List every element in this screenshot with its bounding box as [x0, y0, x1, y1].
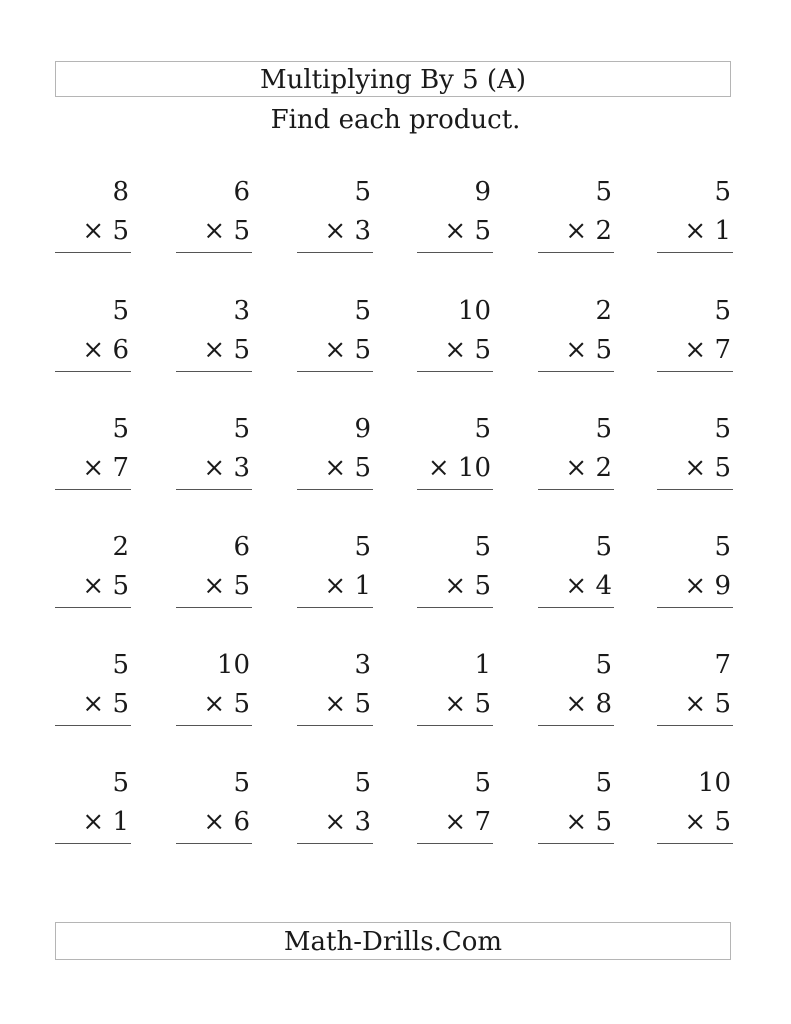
problem-item [417, 532, 493, 612]
problem-item [538, 296, 614, 376]
problem-multiplier: × 5 [203, 216, 250, 246]
problem-multiplicand: 5 [354, 177, 371, 207]
problem-item [176, 650, 252, 730]
answer-line [417, 725, 493, 726]
problem-multiplicand: 5 [354, 768, 371, 798]
problem-multiplier: × 7 [444, 807, 491, 837]
problem-item [657, 650, 733, 730]
answer-line [297, 607, 373, 608]
problem-multiplicand: 5 [714, 532, 731, 562]
answer-line [176, 489, 252, 490]
problem-multiplicand: 2 [112, 532, 129, 562]
problem-multiplicand: 5 [595, 414, 612, 444]
problem-multiplier: × 5 [684, 807, 731, 837]
problem-multiplicand: 5 [112, 768, 129, 798]
answer-line [176, 371, 252, 372]
problem-item [297, 532, 373, 612]
problem-multiplicand: 5 [233, 768, 250, 798]
answer-line [55, 489, 131, 490]
problem-multiplier: × 5 [565, 807, 612, 837]
answer-line [55, 843, 131, 844]
answer-line [297, 843, 373, 844]
answer-line [538, 607, 614, 608]
problem-multiplier: × 5 [82, 689, 129, 719]
problem-multiplier: × 7 [684, 335, 731, 365]
problem-multiplicand: 1 [474, 650, 491, 680]
problem-multiplier: × 1 [684, 216, 731, 246]
answer-line [657, 843, 733, 844]
problem-multiplier: × 3 [324, 216, 371, 246]
answer-line [176, 725, 252, 726]
problem-multiplier: × 5 [324, 453, 371, 483]
problem-multiplier: × 5 [444, 335, 491, 365]
problem-multiplier: × 5 [684, 689, 731, 719]
problem-multiplicand: 6 [233, 177, 250, 207]
problem-item [417, 768, 493, 848]
problem-multiplicand: 5 [595, 650, 612, 680]
answer-line [538, 489, 614, 490]
problem-multiplier: × 5 [684, 453, 731, 483]
problem-multiplier: × 10 [427, 453, 491, 483]
answer-line [55, 371, 131, 372]
problem-multiplicand: 5 [233, 414, 250, 444]
problem-multiplicand: 6 [233, 532, 250, 562]
problem-item [417, 177, 493, 257]
problem-multiplier: × 7 [82, 453, 129, 483]
problem-multiplicand: 5 [595, 177, 612, 207]
answer-line [176, 843, 252, 844]
answer-line [657, 371, 733, 372]
problem-multiplier: × 3 [324, 807, 371, 837]
problem-multiplicand: 9 [474, 177, 491, 207]
answer-line [176, 252, 252, 253]
answer-line [417, 489, 493, 490]
problem-multiplicand: 7 [714, 650, 731, 680]
problem-item [297, 296, 373, 376]
problem-item [176, 177, 252, 257]
problem-multiplier: × 5 [444, 689, 491, 719]
answer-line [538, 371, 614, 372]
problem-multiplicand: 5 [354, 532, 371, 562]
problem-item [176, 296, 252, 376]
problem-multiplicand: 3 [354, 650, 371, 680]
problem-multiplicand: 5 [595, 532, 612, 562]
problem-item [297, 650, 373, 730]
problem-item [657, 768, 733, 848]
problem-item [297, 177, 373, 257]
worksheet-instructions: Find each product. [270, 105, 521, 135]
problem-multiplicand: 10 [457, 296, 491, 326]
answer-line [657, 252, 733, 253]
problem-multiplicand: 5 [714, 177, 731, 207]
problem-multiplier: × 5 [203, 335, 250, 365]
problem-multiplicand: 5 [474, 768, 491, 798]
problem-multiplier: × 5 [203, 571, 250, 601]
problem-multiplicand: 3 [233, 296, 250, 326]
problem-multiplier: × 4 [565, 571, 612, 601]
problem-multiplier: × 5 [82, 216, 129, 246]
answer-line [55, 607, 131, 608]
answer-line [657, 725, 733, 726]
problem-multiplier: × 9 [684, 571, 731, 601]
problem-multiplier: × 5 [203, 689, 250, 719]
problem-multiplicand: 2 [595, 296, 612, 326]
answer-line [417, 607, 493, 608]
problem-item [55, 296, 131, 376]
answer-line [657, 489, 733, 490]
answer-line [55, 725, 131, 726]
problem-item [538, 414, 614, 494]
worksheet-title: Multiplying By 5 (A) [55, 61, 731, 97]
answer-line [538, 843, 614, 844]
problem-multiplier: × 2 [565, 453, 612, 483]
problem-item [657, 296, 733, 376]
problem-multiplier: × 5 [82, 571, 129, 601]
problem-multiplicand: 5 [112, 414, 129, 444]
answer-line [297, 371, 373, 372]
answer-line [657, 607, 733, 608]
problem-multiplier: × 5 [324, 335, 371, 365]
problem-item [176, 414, 252, 494]
problem-multiplicand: 5 [112, 650, 129, 680]
problem-multiplier: × 6 [203, 807, 250, 837]
answer-line [538, 725, 614, 726]
problem-multiplicand: 5 [474, 532, 491, 562]
problem-multiplicand: 9 [354, 414, 371, 444]
problem-item [176, 768, 252, 848]
problem-item [55, 177, 131, 257]
problem-multiplicand: 10 [216, 650, 250, 680]
problem-item [417, 414, 493, 494]
answer-line [538, 252, 614, 253]
problem-item [538, 768, 614, 848]
problem-item [55, 768, 131, 848]
problem-multiplier: × 5 [444, 216, 491, 246]
problem-multiplicand: 5 [112, 296, 129, 326]
problem-item [657, 532, 733, 612]
problem-multiplier: × 2 [565, 216, 612, 246]
footer-brand: Math-Drills.Com [55, 922, 731, 960]
problem-item [176, 532, 252, 612]
problem-multiplier: × 3 [203, 453, 250, 483]
answer-line [297, 725, 373, 726]
problem-multiplier: × 5 [324, 689, 371, 719]
answer-line [297, 252, 373, 253]
problem-item [657, 177, 733, 257]
problem-multiplicand: 5 [714, 296, 731, 326]
problem-multiplier: × 1 [82, 807, 129, 837]
problem-multiplicand: 5 [595, 768, 612, 798]
problem-multiplicand: 5 [354, 296, 371, 326]
answer-line [55, 252, 131, 253]
problem-item [297, 768, 373, 848]
answer-line [176, 607, 252, 608]
problem-multiplicand: 8 [112, 177, 129, 207]
problem-item [417, 296, 493, 376]
answer-line [417, 843, 493, 844]
problem-multiplier: × 1 [324, 571, 371, 601]
problem-item [55, 650, 131, 730]
problem-item [538, 650, 614, 730]
problem-item [55, 414, 131, 494]
problem-item [55, 532, 131, 612]
problem-multiplier: × 8 [565, 689, 612, 719]
problem-item [538, 532, 614, 612]
answer-line [417, 371, 493, 372]
problem-multiplicand: 5 [474, 414, 491, 444]
problem-item [538, 177, 614, 257]
problem-multiplicand: 5 [714, 414, 731, 444]
problem-multiplier: × 6 [82, 335, 129, 365]
answer-line [297, 489, 373, 490]
problem-item [297, 414, 373, 494]
problem-item [417, 650, 493, 730]
problem-multiplicand: 10 [697, 768, 731, 798]
answer-line [417, 252, 493, 253]
problem-item [657, 414, 733, 494]
problem-multiplier: × 5 [565, 335, 612, 365]
problem-multiplier: × 5 [444, 571, 491, 601]
